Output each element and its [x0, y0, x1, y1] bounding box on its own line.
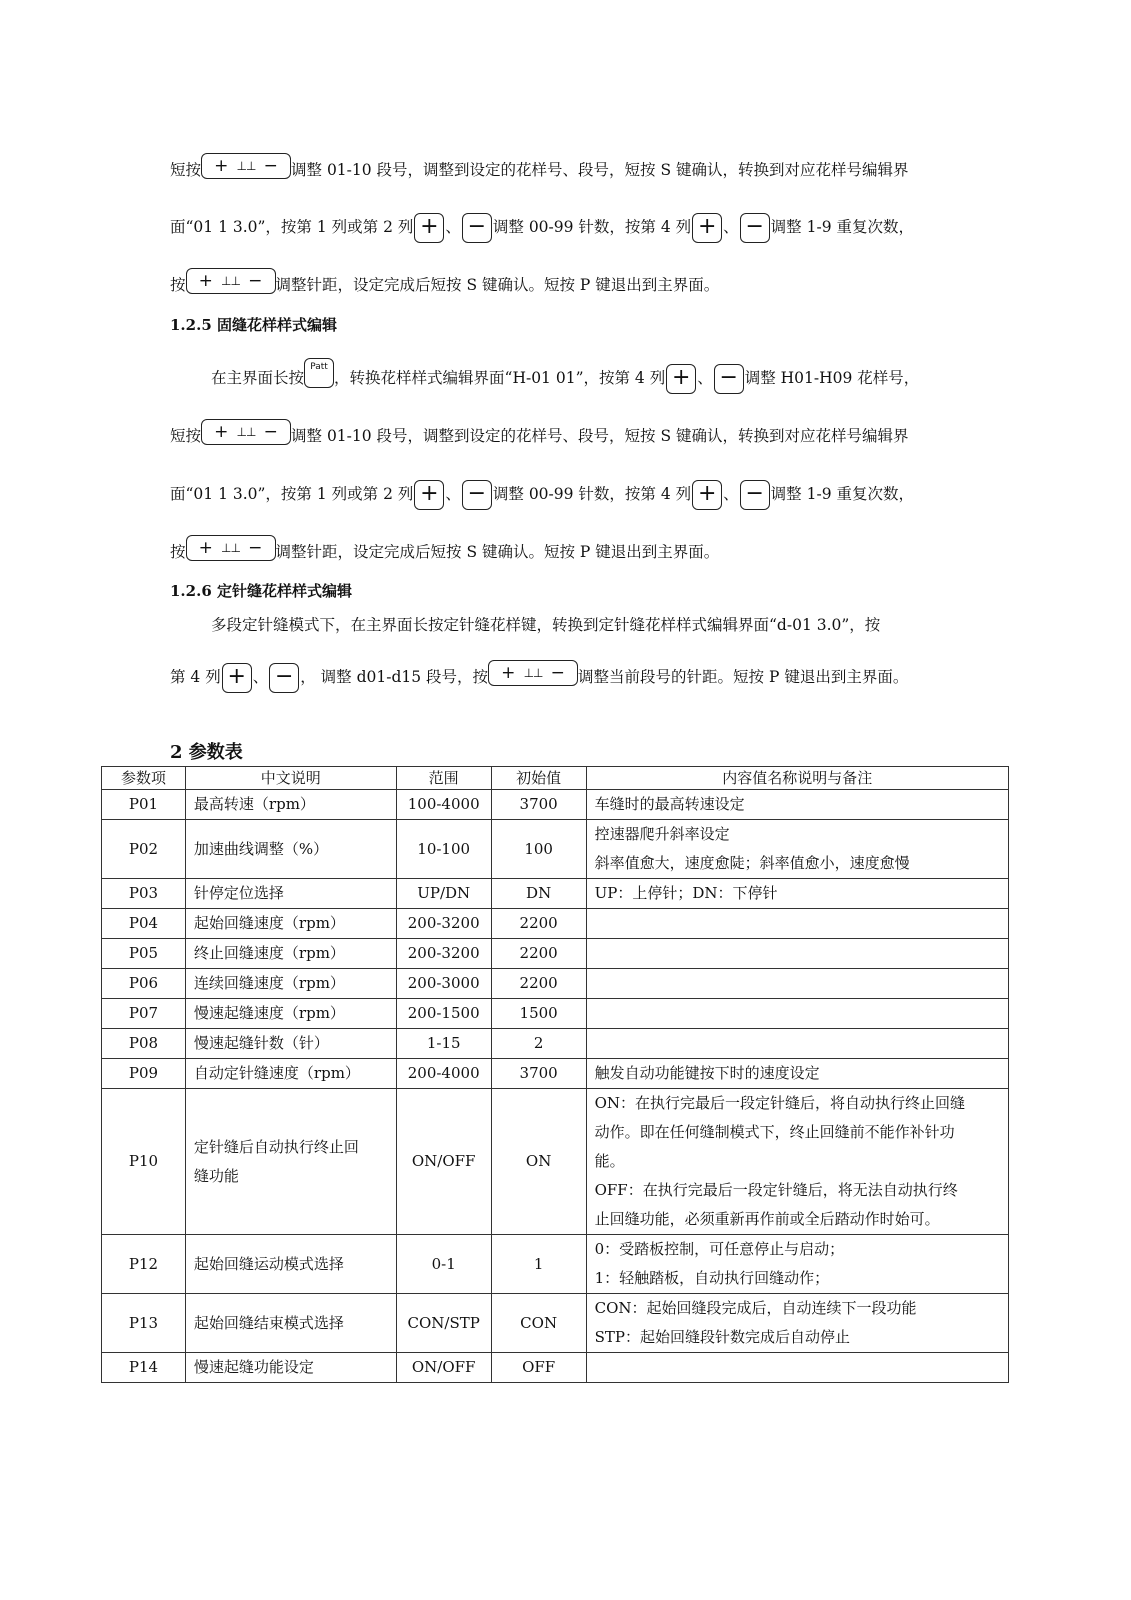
cell-init: 2200	[491, 969, 586, 999]
cell-note-line: 控速器爬升斜率设定	[594, 825, 730, 843]
text: 按	[170, 276, 186, 294]
cell-desc	[185, 790, 396, 820]
text: ， 调整 d01-d15 段号，按	[300, 668, 489, 686]
cell-note	[586, 1353, 1008, 1383]
cell-range: CON/STP	[396, 1294, 491, 1353]
needle-adjust-key-icon: + ⊥⊥ −	[201, 153, 291, 179]
text: 调整 1-9 重复次数，	[770, 485, 914, 503]
cell-init: 2200	[491, 939, 586, 969]
cell-desc-line: 加速曲线调整（%）	[193, 839, 329, 858]
s124-line-3	[170, 270, 719, 300]
cell-desc-line: 针停定位选择	[193, 884, 284, 902]
text: 调整 00-99 针数，按第 4 列	[492, 485, 692, 503]
cell-desc	[185, 1029, 396, 1059]
minus-key-icon: −	[740, 480, 770, 510]
cell-param: P04	[102, 909, 186, 939]
text: 调整 00-99 针数，按第 4 列	[492, 218, 692, 236]
cell-desc	[185, 939, 396, 969]
text: 第 4 列	[170, 668, 221, 686]
cell-note-line: 动作。即在任何缝制模式下，终止回缝前不能作补针功	[594, 1123, 955, 1141]
cell-note-line: STP：起始回缝段针数完成后自动停止	[594, 1328, 850, 1346]
minus-key-icon: −	[269, 663, 299, 693]
cell-desc	[185, 879, 396, 909]
s125-line-2	[170, 421, 909, 451]
cell-desc	[185, 1059, 396, 1089]
s126-line-2	[170, 662, 908, 693]
s125-line-3	[170, 479, 914, 510]
cell-note-line: UP：上停针；DN：下停针	[594, 884, 778, 902]
cell-param: P06	[102, 969, 186, 999]
plus-key-icon: +	[222, 663, 252, 693]
s125-line-1	[211, 363, 919, 394]
text: 、	[252, 668, 269, 686]
cell-desc	[185, 969, 396, 999]
s124-line-2	[170, 212, 914, 243]
table-row	[102, 1353, 1009, 1383]
s124-line-1	[170, 155, 909, 185]
cell-desc	[185, 1353, 396, 1383]
cell-init: 3700	[491, 1059, 586, 1089]
cell-init: 3700	[491, 790, 586, 820]
table-row	[102, 790, 1009, 820]
cell-note-line: 斜率值愈大，速度愈陡；斜率值愈小，速度愈慢	[594, 854, 910, 872]
plus-key-icon: +	[666, 364, 696, 394]
cell-desc-line: 缝功能	[193, 1166, 239, 1185]
cell-note	[586, 1089, 1008, 1235]
cell-desc-line: 起始回缝速度（rpm）	[193, 914, 345, 932]
cell-note	[586, 969, 1008, 999]
cell-param: P07	[102, 999, 186, 1029]
cell-range: 200-1500	[396, 999, 491, 1029]
table-row	[102, 909, 1009, 939]
cell-note-line: ON：在执行完最后一段定针缝后，将自动执行终止回缝	[594, 1094, 966, 1112]
table-row	[102, 999, 1009, 1029]
needle-adjust-key-icon: + ⊥⊥ −	[201, 419, 291, 445]
cell-init: 100	[491, 820, 586, 879]
section-heading-1-2-5: 1.2.5 固缝花样样式编辑	[170, 316, 337, 334]
table-row	[102, 1235, 1009, 1294]
table-row	[102, 879, 1009, 909]
cell-range: 200-3200	[396, 939, 491, 969]
cell-init: OFF	[491, 1353, 586, 1383]
cell-note	[586, 1059, 1008, 1089]
cell-desc-line: 定针缝后自动执行终止回	[193, 1137, 359, 1156]
section-heading-1-2-6: 1.2.6 定针缝花样样式编辑	[170, 582, 352, 600]
col-header-desc: 中文说明	[185, 767, 396, 790]
cell-desc	[185, 909, 396, 939]
patt-key-icon: Patt	[304, 358, 334, 388]
col-header-init: 初始值	[491, 767, 586, 790]
text: 调整针距，设定完成后短按 S 键确认。短按 P 键退出到主界面。	[275, 276, 720, 294]
cell-note	[586, 1235, 1008, 1294]
cell-param: P01	[102, 790, 186, 820]
table-header-row	[102, 767, 1009, 790]
cell-init: 1	[491, 1235, 586, 1294]
cell-desc	[185, 820, 396, 879]
cell-note	[586, 939, 1008, 969]
col-header-note: 内容值名称说明与备注	[586, 767, 1008, 790]
cell-desc-line: 自动定针缝速度（rpm）	[193, 1064, 360, 1082]
plus-key-icon: +	[414, 480, 444, 510]
cell-param: P05	[102, 939, 186, 969]
table-row	[102, 1059, 1009, 1089]
cell-range: 10-100	[396, 820, 491, 879]
cell-note	[586, 879, 1008, 909]
parameter-table	[101, 766, 1009, 1383]
minus-key-icon: −	[462, 480, 492, 510]
text: 调整 01-10 段号，调整到设定的花样号、段号，短按 S 键确认，转换到对应花样号编辑界	[291, 161, 909, 179]
cell-desc-line: 慢速起缝针数（针）	[193, 1034, 329, 1052]
cell-note	[586, 820, 1008, 879]
cell-range: 0-1	[396, 1235, 491, 1294]
text: ，转换花样样式编辑界面“H-01 01”，按第 4 列	[334, 369, 666, 387]
cell-range: 200-3200	[396, 909, 491, 939]
s125-line-4	[170, 537, 719, 567]
table-row	[102, 1294, 1009, 1353]
text: 、	[723, 218, 739, 236]
text: 、	[445, 218, 461, 236]
cell-param: P02	[102, 820, 186, 879]
minus-key-icon: −	[740, 213, 770, 243]
cell-desc	[185, 1235, 396, 1294]
text: 按	[170, 543, 186, 561]
cell-param: P08	[102, 1029, 186, 1059]
s126-line-1: 多段定针缝模式下，在主界面长按定针缝花样键，转换到定针缝花样样式编辑界面“d-01 3.0”，按	[211, 616, 881, 634]
text: 调整 1-9 重复次数，	[770, 218, 914, 236]
text: 调整针距，设定完成后短按 S 键确认。短按 P 键退出到主界面。	[275, 543, 720, 561]
cell-desc	[185, 1089, 396, 1235]
cell-note	[586, 1294, 1008, 1353]
cell-note-line: 车缝时的最高转速设定	[594, 795, 745, 813]
text: 面“01 1 3.0”，按第 1 列或第 2 列	[170, 485, 414, 503]
cell-param: P09	[102, 1059, 186, 1089]
text: 调整 01-10 段号，调整到设定的花样号、段号，短按 S 键确认，转换到对应花样号编辑界	[291, 427, 909, 445]
cell-desc-line: 终止回缝速度（rpm）	[193, 944, 345, 962]
cell-note-line: 能。	[594, 1152, 625, 1170]
table-row	[102, 1029, 1009, 1059]
cell-range: 200-3000	[396, 969, 491, 999]
cell-note	[586, 1029, 1008, 1059]
text: 、	[723, 485, 739, 503]
section-heading-2: 2 参数表	[170, 742, 243, 763]
table-row	[102, 969, 1009, 999]
cell-note-line: 止回缝功能，必须重新再作前或全后踏动作时始可。	[594, 1210, 940, 1228]
cell-note	[586, 999, 1008, 1029]
cell-desc-line: 起始回缝运动模式选择	[193, 1254, 344, 1273]
cell-desc-line: 慢速起缝功能设定	[193, 1358, 314, 1376]
plus-key-icon: +	[692, 480, 722, 510]
table-row	[102, 820, 1009, 879]
col-header-range: 范围	[396, 767, 491, 790]
cell-range: 200-4000	[396, 1059, 491, 1089]
cell-range: ON/OFF	[396, 1353, 491, 1383]
col-header-param: 参数项	[102, 767, 186, 790]
cell-range: 100-4000	[396, 790, 491, 820]
minus-key-icon: −	[714, 364, 744, 394]
cell-range: UP/DN	[396, 879, 491, 909]
needle-adjust-key-icon: + ⊥⊥ −	[186, 268, 276, 294]
text: 短按	[170, 427, 202, 445]
cell-desc-line: 慢速起缝速度（rpm）	[193, 1004, 345, 1022]
text: 、	[697, 369, 713, 387]
needle-adjust-key-icon: + ⊥⊥ −	[488, 660, 578, 686]
text: 调整 H01-H09 花样号，	[744, 369, 920, 387]
text: 、	[445, 485, 461, 503]
plus-key-icon: +	[414, 213, 444, 243]
cell-desc	[185, 999, 396, 1029]
cell-init: 2	[491, 1029, 586, 1059]
cell-desc-line: 连续回缝速度（rpm）	[193, 974, 345, 992]
text: 面“01 1 3.0”，按第 1 列或第 2 列	[170, 218, 414, 236]
cell-init: 1500	[491, 999, 586, 1029]
text: 短按	[170, 161, 202, 179]
cell-note	[586, 790, 1008, 820]
cell-range: ON/OFF	[396, 1089, 491, 1235]
minus-key-icon: −	[462, 213, 492, 243]
text: 在主界面长按	[211, 369, 305, 387]
cell-param: P03	[102, 879, 186, 909]
cell-note-line: CON：起始回缝段完成后，自动连续下一段功能	[594, 1299, 917, 1317]
cell-note-line: 1：轻触踏板，自动执行回缝动作；	[594, 1269, 830, 1287]
table-row	[102, 939, 1009, 969]
cell-desc	[185, 1294, 396, 1353]
plus-key-icon: +	[692, 213, 722, 243]
cell-desc-line: 起始回缝结束模式选择	[193, 1313, 344, 1332]
cell-init: DN	[491, 879, 586, 909]
cell-note-line: 0：受踏板控制，可任意停止与启动；	[594, 1240, 845, 1258]
cell-note-line: OFF：在执行完最后一段定针缝后，将无法自动执行终	[594, 1181, 958, 1199]
needle-adjust-key-icon: + ⊥⊥ −	[186, 535, 276, 561]
cell-param: P14	[102, 1353, 186, 1383]
cell-param: P10	[102, 1089, 186, 1235]
cell-note-line: 触发自动功能键按下时的速度设定	[594, 1064, 820, 1082]
text: 调整当前段号的针距。短按 P 键退出到主界面。	[578, 668, 909, 686]
cell-range: 1-15	[396, 1029, 491, 1059]
cell-init: ON	[491, 1089, 586, 1235]
cell-param: P13	[102, 1294, 186, 1353]
table-row	[102, 1089, 1009, 1235]
cell-note	[586, 909, 1008, 939]
cell-param: P12	[102, 1235, 186, 1294]
cell-init: 2200	[491, 909, 586, 939]
cell-desc-line: 最高转速（rpm）	[193, 795, 315, 813]
cell-init: CON	[491, 1294, 586, 1353]
